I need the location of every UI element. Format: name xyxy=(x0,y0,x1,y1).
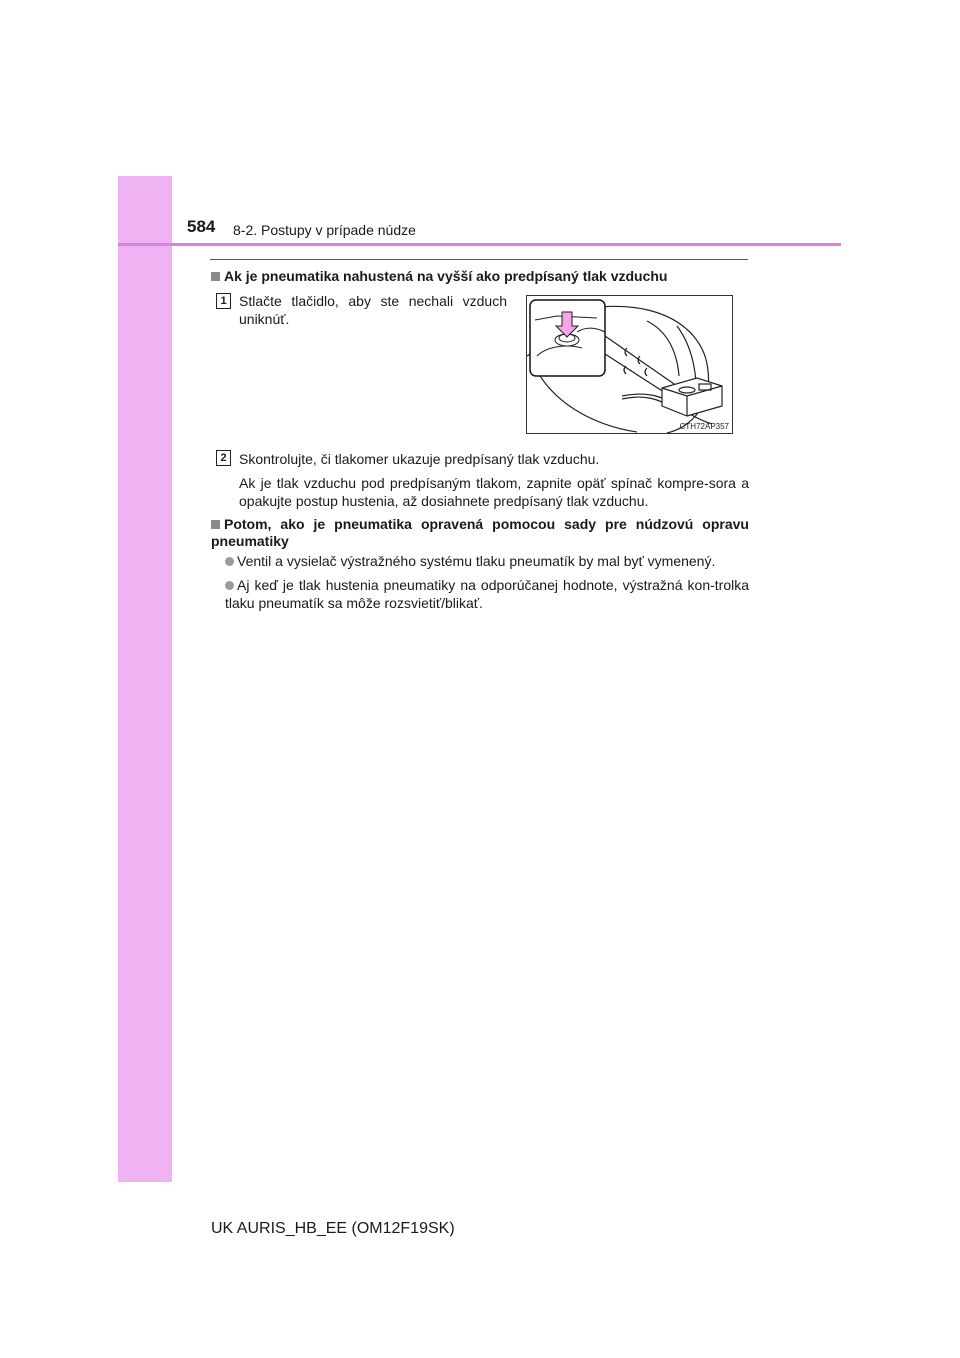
footer-model-code: UK AURIS_HB_EE (OM12F19SK) xyxy=(211,1220,455,1237)
bullet-dot-icon xyxy=(225,557,234,566)
compressor-illustration xyxy=(526,295,733,434)
step-1-text: Stlačte tlačidlo, aby ste nechali vzduch uniknúť. xyxy=(239,293,507,327)
step-number-1: 1 xyxy=(216,293,231,309)
chapter-title: 8-2. Postupy v prípade núdze xyxy=(233,222,416,238)
step-number-2: 2 xyxy=(216,450,231,466)
page-number: 584 xyxy=(187,217,216,236)
bullet-item: Aj keď je tlak hustenia pneumatiky na odporúčanej hodnote, výstražná kon-trolka tlaku pneumatík sa môže rozsvietiť/blikať. xyxy=(225,577,749,611)
bullet-item: Ventil a vysielač výstražného systému tlaku pneumatík by mal byť vymenený. xyxy=(225,552,749,570)
heading-text: Potom, ako je pneumatika opravená pomocou sady pre núdzovú opravu pneumatiky xyxy=(211,516,749,549)
step-2-text: Skontrolujte, či tlakomer ukazuje predpísaný tlak vzduchu. xyxy=(239,451,600,467)
heading-square-icon xyxy=(211,272,220,281)
side-color-band xyxy=(118,176,172,1182)
heading-text: Ak je pneumatika nahustená na vyšší ako predpísaný tlak vzduchu xyxy=(224,268,668,284)
tire-repair-kit-icon xyxy=(527,296,732,433)
step-2-note: Ak je tlak vzduchu pod predpísaným tlakom, zapnite opäť spínač kompre-sora a opakujte postup hustenia, až dosiahnete predpísaný tlak vzduchu. xyxy=(239,475,749,509)
section-heading-overpressure xyxy=(211,268,749,285)
section-divider xyxy=(210,259,748,260)
section-heading-after-repair xyxy=(211,516,749,550)
bullet-dot-icon xyxy=(225,581,234,590)
figure-code: CTH72AP357 xyxy=(679,422,729,431)
header-rule xyxy=(118,243,841,246)
heading-square-icon xyxy=(211,520,220,529)
